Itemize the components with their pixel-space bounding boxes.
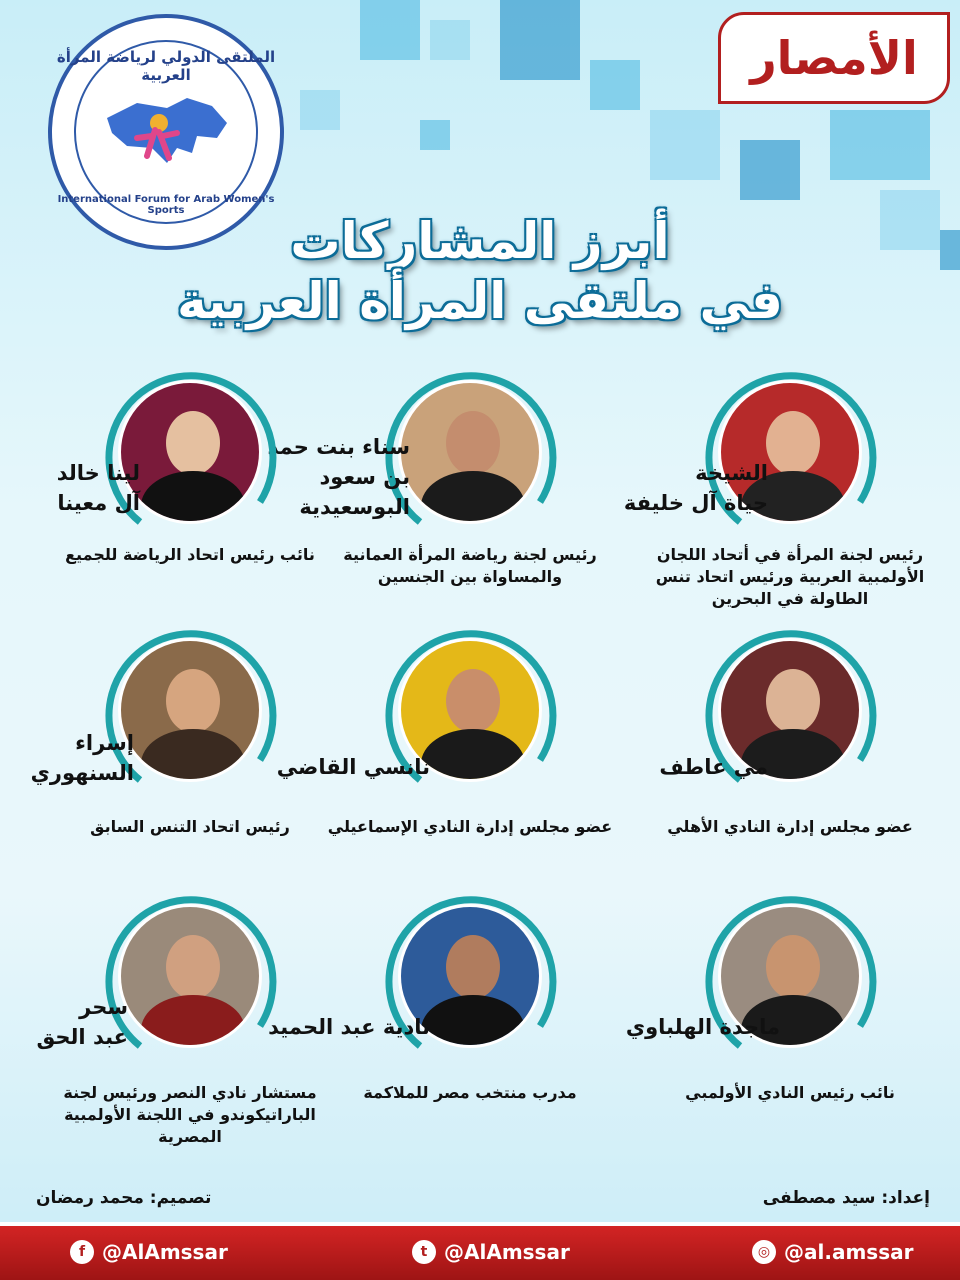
participant-role: مستشار نادي النصر ورئيس لجنة الباراتيكوندو في اللجنة الأولمبية المصرية [63,1083,317,1146]
participant-card [640,620,940,880]
participant-photo [398,380,542,524]
brand-logo [718,12,950,104]
participant-card [36,886,340,1146]
arab-world-map-icon [97,78,237,178]
decor-square [500,0,580,80]
participant-role: رئيس لجنة المرأة في أتحاد اللجان الأولمبية العربية ورئيس اتحاد تنس الطاولة في البحرين [655,545,925,608]
participant-name: سناء بنت حمد بن سعود البوسعيدية [267,435,410,519]
page-title: أبرز المشاركات [290,212,670,270]
brand-logo-text: الأمصار [750,31,918,85]
participant-name: مي عاطف [659,755,768,779]
participant-role: عضو مجلس إدارة النادي الإسماعيلي [327,817,613,836]
participant-photo [118,904,262,1048]
participant-name: نادية عبد الحميد [268,1015,430,1039]
decor-square [880,190,940,250]
participant-role: نائب رئيس اتحاد الرياضة للجميع [65,545,315,564]
decor-square [420,120,450,150]
emblem-english-text: International Forum for Arab Women's Sports [57,194,275,216]
facebook-link[interactable] [70,1240,228,1264]
instagram-icon: ◎ [752,1240,776,1264]
twitter-handle: @AlAmssar [444,1240,570,1264]
footer-bar [0,1222,960,1280]
participant-name: إسراء السنهوري [30,731,134,785]
facebook-handle: @AlAmssar [102,1240,228,1264]
participant-card [30,620,340,880]
participant-photo [118,638,262,782]
facebook-icon: f [70,1240,94,1264]
page-subtitle: في ملتقى المرأة العربية [177,272,783,330]
instagram-link[interactable] [752,1240,913,1264]
participant-name: لينا خالد آل معينا [56,461,140,515]
participant-name: سحر عبد الحق [36,995,128,1049]
participant-card [268,886,620,1146]
participant-card [267,362,620,622]
decor-square [300,90,340,130]
participant-role: رئيس لجنة رياضة المرأة العمانية والمساواة بين الجنسين [343,545,597,586]
participant-role: عضو مجلس إدارة النادي الأهلي [667,817,913,836]
participant-role: مدرب منتخب مصر للملاكمة [363,1083,577,1102]
decor-square [590,60,640,110]
emblem-arabic-text: الملتقى الدولي لرياضة المرأة العربية [56,48,276,84]
participant-name: ماجدة الهلباوي [625,1015,780,1039]
instagram-handle: @al.amssar [784,1240,914,1264]
participant-card [623,362,940,622]
participant-card [276,620,620,880]
participant-card [40,362,340,622]
twitter-link[interactable] [412,1240,570,1264]
participant-name: نانسي القاضي [276,755,430,779]
designed-by: تصميم: محمد رمضان [36,1188,212,1208]
twitter-icon: t [412,1240,436,1264]
decor-square [740,140,800,200]
prepared-by: إعداد: سيد مصطفى [762,1188,930,1208]
decor-square [650,110,720,180]
participant-role: نائب رئيس النادي الأولمبي [685,1083,895,1102]
participant-card [625,886,940,1146]
participant-name: الشيخة حياة آل خليفة [623,461,768,515]
decor-square [940,230,960,270]
decor-square [430,20,470,60]
participant-role: رئيس اتحاد التنس السابق [90,817,290,836]
decor-square [830,110,930,180]
decor-square [360,0,420,60]
